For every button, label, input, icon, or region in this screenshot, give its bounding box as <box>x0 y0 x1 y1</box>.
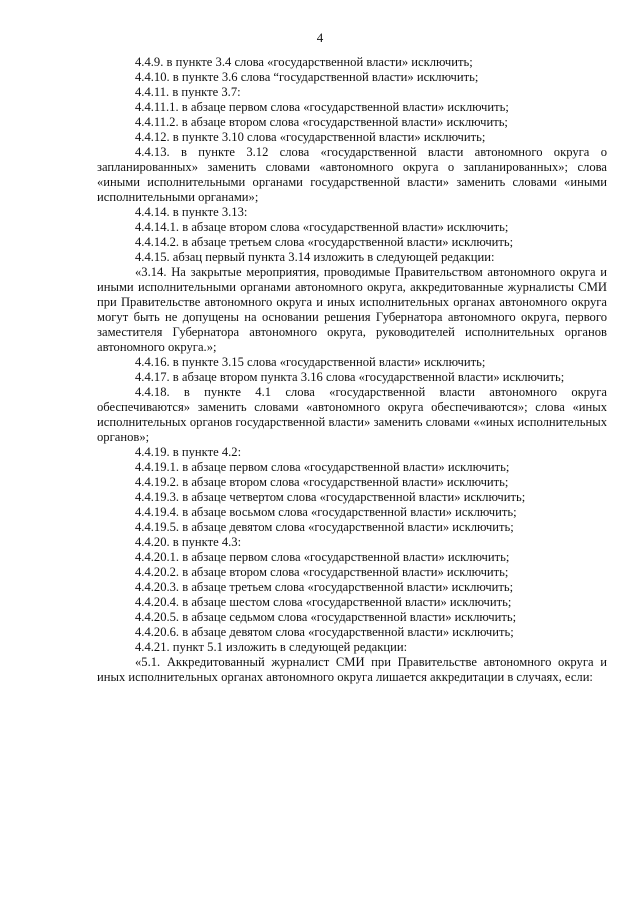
clause-4-4-20-2: 4.4.20.2. в абзаце втором слова «государственной власти» исключить; <box>135 565 509 579</box>
clause-4-4-20-1: 4.4.20.1. в абзаце первом слова «государственной власти» исключить; <box>135 550 510 564</box>
clause-4-4-14-2: 4.4.14.2. в абзаце третьем слова «государственной власти» исключить; <box>135 235 514 249</box>
clause-4-4-20-5: 4.4.20.5. в абзаце седьмом слова «государственной власти» исключить; <box>135 610 517 624</box>
clause-4-4-13: 4.4.13. в пункте 3.12 слова «государственной власти автономного округа о запланированных» заменить словами «автономного округа о запланированных»; слова «иными исполнительными органами государственной власти» заменить словами «иными исполнительными органами»; <box>97 145 607 204</box>
clause-4-4-19: 4.4.19. в пункте 4.2: <box>135 445 242 459</box>
clause-4-4-21: 4.4.21. пункт 5.1 изложить в следующей редакции: <box>135 640 408 654</box>
clause-4-4-10: 4.4.10. в пункте 3.6 слова “государственной власти» исключить; <box>135 70 479 84</box>
document-body <box>97 55 607 685</box>
clause-4-4-14-1: 4.4.14.1. в абзаце втором слова «государственной власти» исключить; <box>135 220 509 234</box>
quote-paragraph-5-1: «5.1. Аккредитованный журналист СМИ при Правительстве автономного округа и иных исполнительных органах автономного округа лишается аккредитации в случаях, если: <box>97 655 607 684</box>
clause-4-4-19-3: 4.4.19.3. в абзаце четвертом слова «государственной власти» исключить; <box>135 490 526 504</box>
clause-4-4-19-2: 4.4.19.2. в абзаце втором слова «государственной власти» исключить; <box>135 475 509 489</box>
clause-4-4-17: 4.4.17. в абзаце втором пункта 3.16 слова «государственной власти» исключить; <box>135 370 565 384</box>
clause-4-4-9: 4.4.9. в пункте 3.4 слова «государственной власти» исключить; <box>135 55 473 69</box>
clause-4-4-20-4: 4.4.20.4. в абзаце шестом слова «государственной власти» исключить; <box>135 595 512 609</box>
clause-4-4-12: 4.4.12. в пункте 3.10 слова «государственной власти» исключить; <box>135 130 486 144</box>
clause-4-4-19-4: 4.4.19.4. в абзаце восьмом слова «государственной власти» исключить; <box>135 505 517 519</box>
clause-4-4-15: 4.4.15. абзац первый пункта 3.14 изложить в следующей редакции: <box>135 250 495 264</box>
clause-4-4-11-1: 4.4.11.1. в абзаце первом слова «государственной власти» исключить; <box>135 100 509 114</box>
clause-4-4-19-1: 4.4.19.1. в абзаце первом слова «государственной власти» исключить; <box>135 460 510 474</box>
clause-4-4-16: 4.4.16. в пункте 3.15 слова «государственной власти» исключить; <box>135 355 486 369</box>
clause-4-4-18: 4.4.18. в пункте 4.1 слова «государственной власти автономного округа обеспечиваются» заменить словами «автономного округа обеспечиваются»; слова «иных исполнительных органов государственной власти» заменить словами ««иных исполнительных органов»; <box>97 385 607 444</box>
clause-4-4-19-5: 4.4.19.5. в абзаце девятом слова «государственной власти» исключить; <box>135 520 514 534</box>
clause-4-4-14: 4.4.14. в пункте 3.13: <box>135 205 248 219</box>
clause-4-4-11: 4.4.11. в пункте 3.7: <box>135 85 241 99</box>
clause-4-4-20-3: 4.4.20.3. в абзаце третьем слова «государственной власти» исключить; <box>135 580 514 594</box>
clause-4-4-20-6: 4.4.20.6. в абзаце девятом слова «государственной власти» исключить; <box>135 625 514 639</box>
clause-4-4-20: 4.4.20. в пункте 4.3: <box>135 535 242 549</box>
quote-paragraph-3-14: «3.14. На закрытые мероприятия, проводимые Правительством автономного округа и иными исполнительными органами автономного округа, аккредитованные журналисты СМИ при Правительстве автономного округа и иных исполнительных органах автономного округа могут быть не допущены на основании решения Губернатора автономного округа, первого заместителя Губернатора автономного округа, руководителей исполнительных органов автономного округа.»; <box>97 265 607 354</box>
clause-4-4-11-2: 4.4.11.2. в абзаце втором слова «государственной власти» исключить; <box>135 115 508 129</box>
page-number: 4 <box>316 30 324 45</box>
